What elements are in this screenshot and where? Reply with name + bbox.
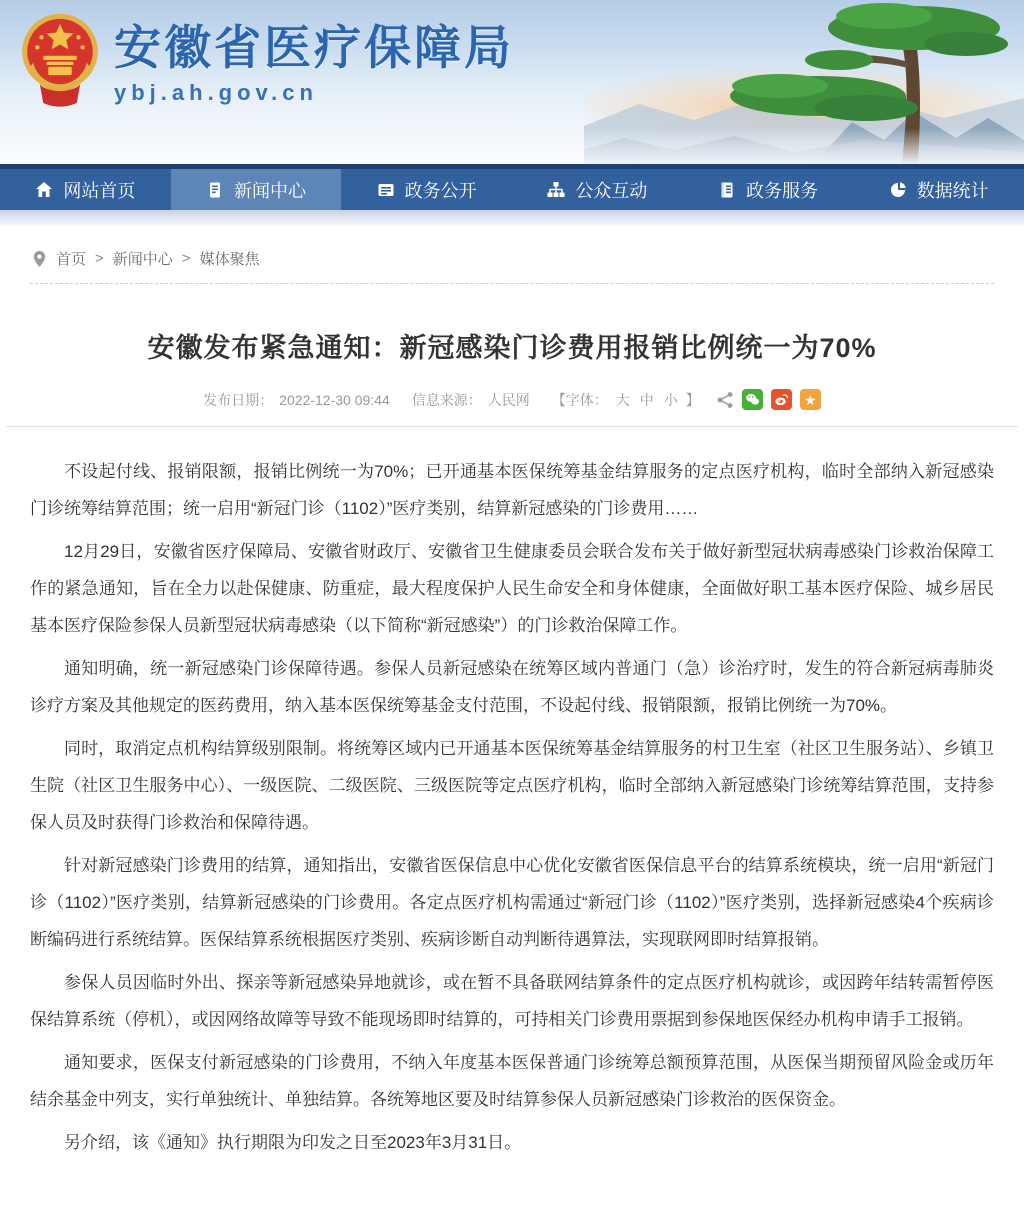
article-body xyxy=(30,453,994,1161)
site-title: 安徽省医疗保障局 xyxy=(114,21,514,74)
sitemap-icon xyxy=(547,181,565,199)
article-title: 安徽发布紧急通知：新冠感染门诊费用报销比例统一为70% xyxy=(147,333,877,363)
font-size-small-button[interactable]: 小 xyxy=(663,391,678,408)
location-pin-icon xyxy=(32,250,47,268)
publish-date-label: 发布日期： xyxy=(203,391,274,408)
article-meta xyxy=(30,389,994,410)
breadcrumb-separator: > xyxy=(181,250,191,267)
font-size-large-button[interactable]: 大 xyxy=(615,391,630,408)
nav-item-home[interactable] xyxy=(0,169,171,210)
wechat-share-icon[interactable] xyxy=(742,389,763,410)
share-nodes-icon[interactable] xyxy=(716,391,734,409)
font-size-suffix: 】 xyxy=(685,391,700,408)
nav-item-news[interactable] xyxy=(171,169,342,210)
article-paragraph: 针对新冠感染门诊费用的结算，通知指出，安徽省医保信息中心优化安徽省医保信息平台的结算系统模块，统一启用“新冠门诊（1102）”医疗类别，结算新冠感染的门诊费用。各定点医疗机构需通过“新冠门诊（1102）”医疗类别，选择新冠感染4个疾病诊断编码进行系统结算。医保结算系统根据医疗类别、疾病诊断自动判断待遇算法，实现联网即时结算报销。 xyxy=(30,856,994,949)
header-bottom-strip xyxy=(0,210,1024,226)
site-header xyxy=(0,0,1024,164)
document-icon xyxy=(377,181,395,199)
nav-item-label: 数据统计 xyxy=(916,180,989,201)
article-paragraph: 参保人员因临时外出、探亲等新冠感染异地就诊，或在暂不具备联网结算条件的定点医疗机构就诊，或因跨年结转需暂停医保结算系统（停机），或因网络故障等导致不能现场即时结算的，可持相关门诊费用票据到参保地医保经办机构申请手工报销。 xyxy=(30,973,994,1029)
breadcrumb xyxy=(30,242,994,284)
site-brand xyxy=(18,12,514,108)
nav-item-services[interactable] xyxy=(683,169,854,210)
source-value: 人民网 xyxy=(487,391,530,408)
main-nav xyxy=(0,164,1024,210)
article-paragraph: 另介绍，该《通知》执行期限为印发之日至2023年3月31日。 xyxy=(64,1133,522,1152)
brand-text xyxy=(114,12,514,106)
article-paragraph: 不设起付线、报销限额，报销比例统一为70%；已开通基本医保统筹基金结算服务的定点医疗机构，临时全部纳入新冠感染门诊统筹结算范围；统一启用“新冠门诊（1102）”医疗类别，结算新冠感染的门诊费用…… xyxy=(30,462,994,518)
nav-item-label: 新闻中心 xyxy=(234,180,306,201)
nav-item-label: 政务服务 xyxy=(746,180,819,201)
meta-divider xyxy=(6,426,1018,427)
home-icon xyxy=(35,181,53,199)
nav-item-interaction[interactable] xyxy=(512,169,683,210)
nav-item-statistics[interactable] xyxy=(853,169,1024,210)
article-paragraph: 通知要求，医保支付新冠感染的门诊费用，不纳入年度基本医保普通门诊统筹总额预算范围，从医保当期预留风险金或历年结余基金中列支，实行单独统计、单独结算。各统筹地区要及时结算参保人员新冠感染门诊救治的医保资金。 xyxy=(30,1053,994,1109)
pine-tree-scenery-image xyxy=(584,0,1024,164)
breadcrumb-item-current: 媒体聚焦 xyxy=(199,251,260,268)
breadcrumb-item-news-center[interactable]: 新闻中心 xyxy=(112,251,173,268)
nav-item-label: 公众互动 xyxy=(575,180,648,201)
share-group xyxy=(716,389,821,410)
article-paragraph: 同时，取消定点机构结算级别限制。将统筹区域内已开通基本医保统筹基金结算服务的村卫生室（社区卫生服务站）、乡镇卫生院（社区卫生服务中心）、一级医院、二级医院、三级医院等定点医疗机构，临时全部纳入新冠感染门诊统筹结算范围，支持参保人员及时获得门诊救治和保障待遇。 xyxy=(30,739,994,832)
news-icon xyxy=(206,181,224,199)
font-size-prefix: 【字体： xyxy=(551,391,608,408)
nav-item-label: 政务公开 xyxy=(404,180,477,201)
publish-date: 2022-12-30 09:44 xyxy=(279,391,390,408)
nav-item-label: 网站首页 xyxy=(63,180,136,201)
weibo-share-icon[interactable] xyxy=(771,389,792,410)
nav-item-gov-info[interactable] xyxy=(341,169,512,210)
notebook-icon xyxy=(718,181,736,199)
source-label: 信息来源： xyxy=(411,391,482,408)
font-size-medium-button[interactable]: 中 xyxy=(639,391,654,408)
pie-chart-icon xyxy=(889,181,907,199)
breadcrumb-item-home[interactable]: 首页 xyxy=(56,251,87,268)
national-emblem-icon xyxy=(18,12,102,108)
article-paragraph: 12月29日，安徽省医疗保障局、安徽省财政厅、安徽省卫生健康委员会联合发布关于做好新型冠状病毒感染门诊救治保障工作的紧急通知，旨在全力以赴保健康、防重症，最大程度保护人民生命安全和身体健康，全面做好职工基本医疗保险、城乡居民基本医疗保险参保人员新型冠状病毒感染（以下简称“新冠感染”）的门诊救治保障工作。 xyxy=(30,542,994,635)
favorite-star-icon[interactable]: ★ xyxy=(800,389,821,410)
article-paragraph: 通知明确，统一新冠感染门诊保障待遇。参保人员新冠感染在统筹区域内普通门（急）诊治疗时，发生的符合新冠病毒肺炎诊疗方案及其他规定的医药费用，纳入基本医保统筹基金支付范围，不设起付线、报销限额，报销比例统一为70%。 xyxy=(30,659,994,715)
site-url: ybj.ah.gov.cn xyxy=(114,79,318,105)
main-content xyxy=(0,242,1024,1161)
breadcrumb-separator: > xyxy=(95,250,104,267)
